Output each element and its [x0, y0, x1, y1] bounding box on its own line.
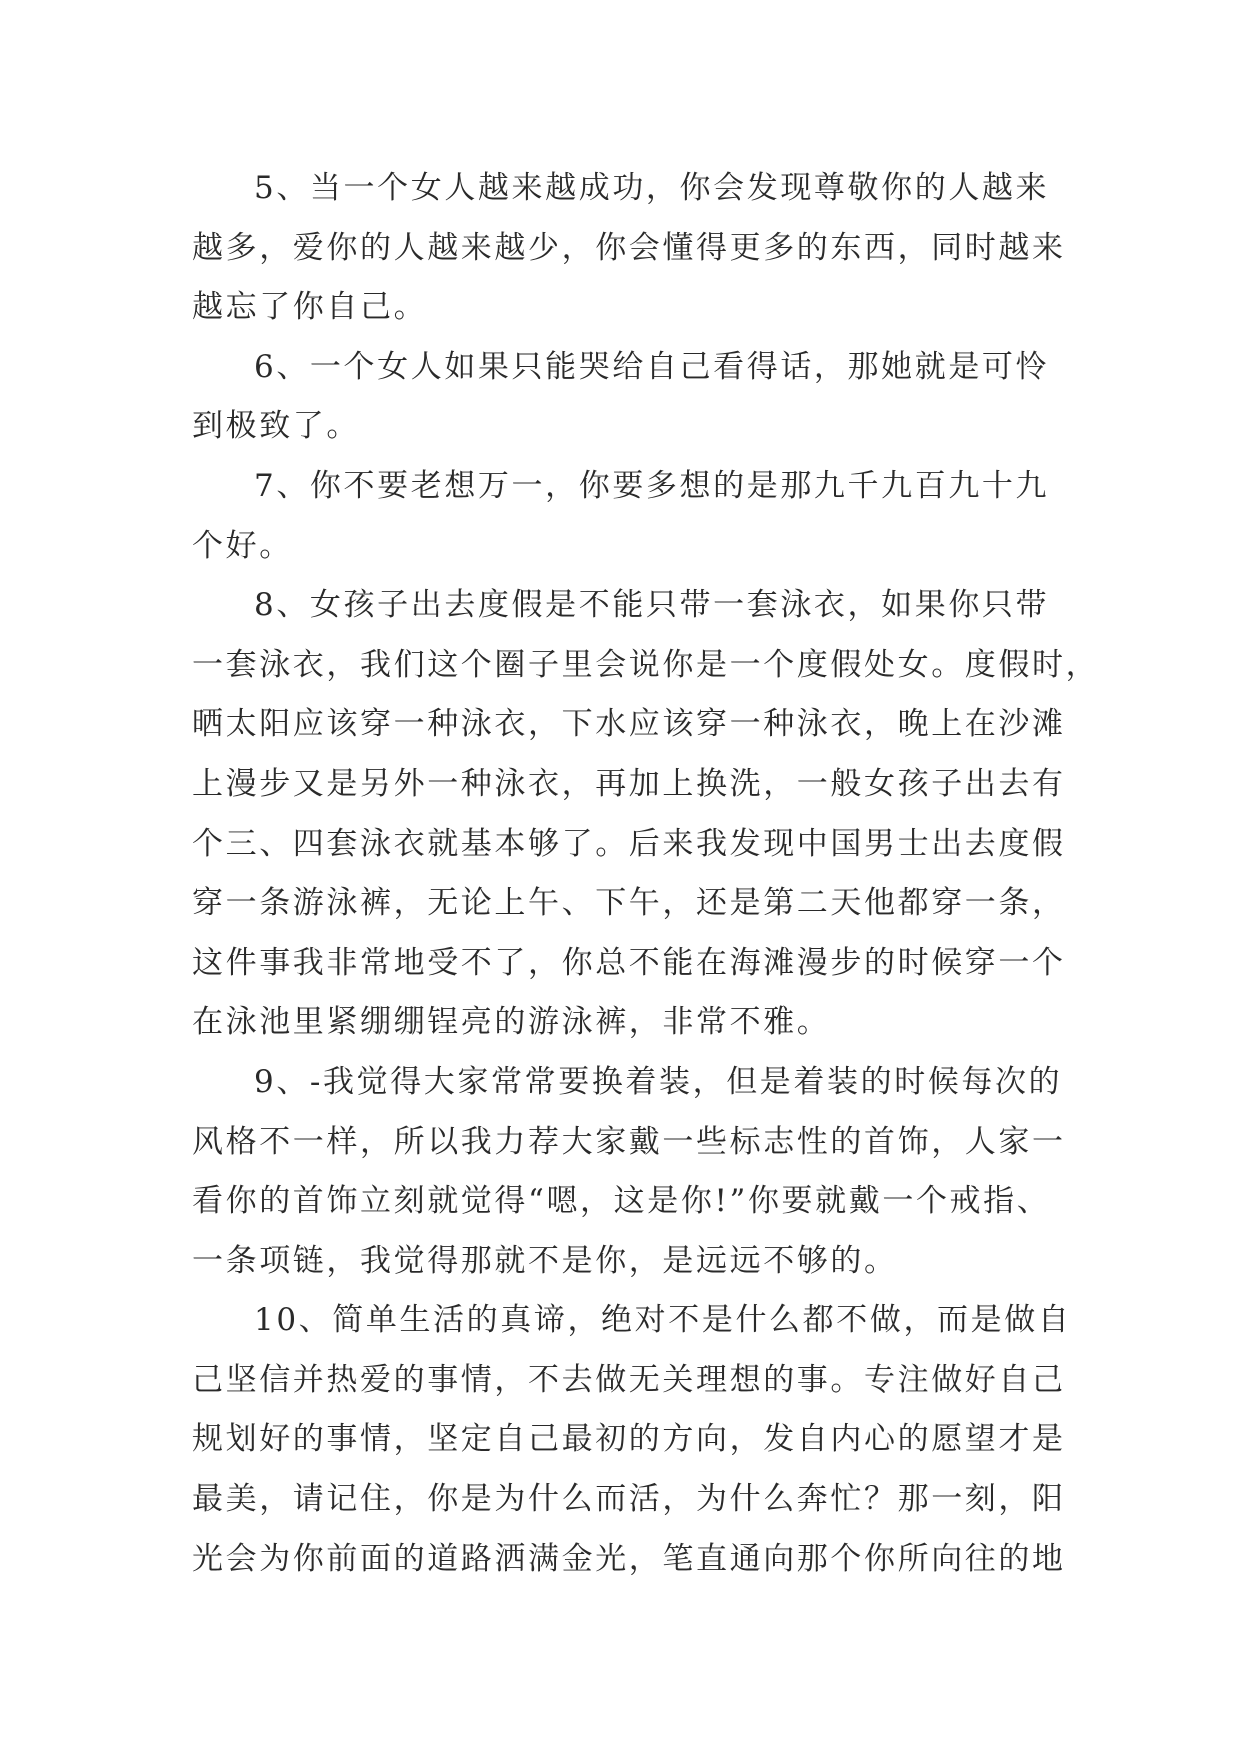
text-line: 最美，请记住，你是为什么而活，为什么奔忙？那一刻，阳: [192, 1481, 1066, 1518]
text-line: 个三、四套泳衣就基本够了。后来我发现中国男士出去度假: [192, 825, 1066, 862]
paragraph-9: [192, 1053, 1068, 1291]
text-line: 风格不一样，所以我力荐大家戴一些标志性的首饰，人家一: [192, 1123, 1066, 1160]
text-line: 越多，爱你的人越来越少，你会懂得更多的东西，同时越来: [192, 229, 1066, 266]
text-line: 一套泳衣，我们这个圈子里会说你是一个度假处女。度假时，: [192, 646, 1100, 683]
text-line: 这件事我非常地受不了，你总不能在海滩漫步的时候穿一个: [192, 944, 1066, 981]
text-line: 规划好的事情，坚定自己最初的方向，发自内心的愿望才是: [192, 1421, 1066, 1458]
text-line: 到极致了。: [192, 408, 360, 445]
text-line: 8、女孩子出去度假是不能只带一套泳衣，如果你只带: [254, 587, 1050, 624]
text-line: 看你的首饰立刻就觉得“嗯，这是你!”你要就戴一个戒指、: [192, 1183, 1051, 1220]
text-line: 6、一个女人如果只能哭给自己看得话，那她就是可怜: [254, 348, 1050, 385]
text-line: 7、你不要老想万一，你要多想的是那九千九百九十九: [254, 467, 1050, 504]
text-line: 9、-我觉得大家常常要换着装，但是着装的时候每次的: [254, 1063, 1063, 1100]
text-line: 10、简单生活的真谛，绝对不是什么都不做，而是做自: [254, 1302, 1072, 1339]
document-body: [192, 159, 1100, 1589]
text-line: 个好。: [192, 527, 293, 564]
text-line: 5、当一个女人越来越成功，你会发现尊敬你的人越来: [254, 170, 1050, 206]
text-line: 己坚信并热爱的事情，不去做无关理想的事。专注做好自己: [192, 1361, 1066, 1398]
paragraph-7: [192, 457, 1068, 576]
paragraph-10: [192, 1291, 1072, 1589]
text-line: 上漫步又是另外一种泳衣，再加上换洗，一般女孩子出去有: [192, 765, 1066, 802]
text-line: 一条项链，我觉得那就不是你，是远远不够的。: [192, 1242, 898, 1279]
text-line: 越忘了你自己。: [192, 289, 428, 326]
paragraph-5: [192, 159, 1068, 338]
text-line: 晒太阳应该穿一种泳衣，下水应该穿一种泳衣，晚上在沙滩: [192, 706, 1066, 743]
text-line: 穿一条游泳裤，无论上午、下午，还是第二天他都穿一条，: [192, 885, 1066, 922]
text-line: 光会为你前面的道路洒满金光，笔直通向那个你所向往的地: [192, 1540, 1066, 1577]
paragraph-6: [192, 338, 1068, 457]
text-line: 在泳池里紧绷绷锃亮的游泳裤，非常不雅。: [192, 1004, 831, 1041]
paragraph-8: [192, 576, 1100, 1053]
